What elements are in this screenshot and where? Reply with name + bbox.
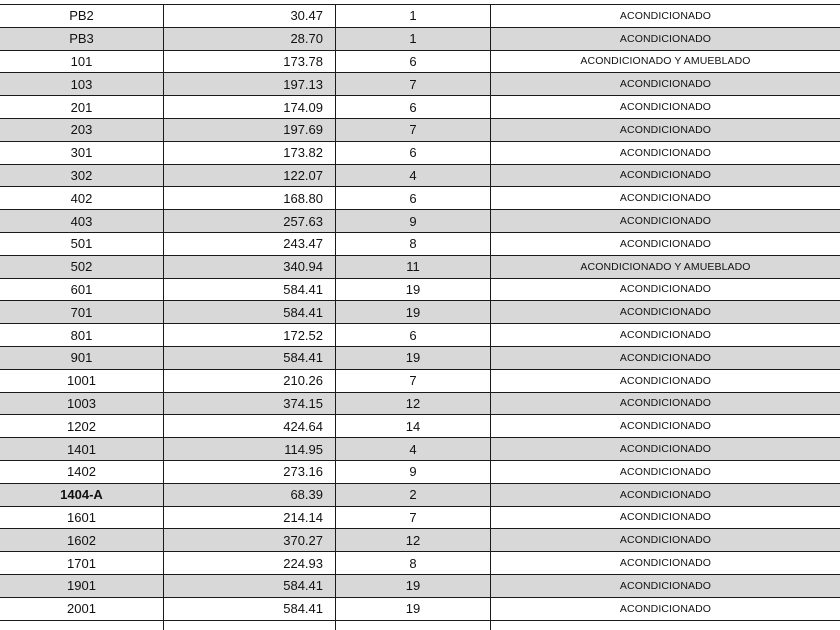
unit-cell: 601: [70, 281, 93, 297]
unit-cell: 901: [70, 350, 93, 366]
count-cell: 8: [335, 233, 490, 255]
count-cell: 9: [335, 210, 490, 232]
area-cell: 197.69: [163, 119, 335, 141]
status-cell: ACONDICIONADO: [490, 301, 840, 323]
count-cell: 11: [335, 256, 490, 278]
table-row: [0, 72, 840, 95]
unit-cell: 402: [70, 190, 93, 206]
table-row: [0, 118, 840, 141]
table-row: [0, 300, 840, 323]
status-cell: ACONDICIONADO: [490, 461, 840, 483]
count-cell: 6: [335, 51, 490, 73]
unit-cell: 101: [70, 53, 93, 69]
unit-cell: 201: [70, 99, 93, 115]
area-cell: 210.26: [163, 370, 335, 392]
status-cell: ACONDICIONADO Y AMUEBLADO: [490, 51, 840, 73]
count-cell: 19: [335, 301, 490, 323]
area-cell: 197.13: [163, 73, 335, 95]
area-cell: 424.64: [163, 415, 335, 437]
table-row: [0, 95, 840, 118]
table-row: [0, 4, 840, 27]
count-cell: 1: [335, 5, 490, 27]
unit-cell: 1402: [67, 464, 96, 480]
unit-cell: 1202: [67, 418, 96, 434]
count-cell: 19: [335, 279, 490, 301]
unit-cell: 1404-A: [60, 487, 103, 503]
area-cell: 374.15: [163, 393, 335, 415]
unit-cell: 501: [70, 236, 93, 252]
table-row: [0, 460, 840, 483]
count-cell: 12: [335, 393, 490, 415]
count-cell: 12: [335, 529, 490, 551]
status-cell: ACONDICIONADO: [490, 575, 840, 597]
area-cell: 584.41: [163, 301, 335, 323]
unit-cell: 1001: [67, 373, 96, 389]
area-cell: 257.63: [163, 210, 335, 232]
count-cell: 7: [335, 119, 490, 141]
status-cell: ACONDICIONADO: [490, 28, 840, 50]
count-cell: 19: [335, 347, 490, 369]
unit-cell: 301: [70, 145, 93, 161]
count-cell: 6: [335, 324, 490, 346]
table-row: [0, 506, 840, 529]
status-cell: ACONDICIONADO: [490, 393, 840, 415]
area-cell: 114.95: [163, 438, 335, 460]
area-cell: 273.16: [163, 461, 335, 483]
unit-cell: 1601: [67, 509, 96, 525]
area-cell: 122.07: [163, 165, 335, 187]
unit-cell: PB2: [69, 8, 94, 24]
status-cell: ACONDICIONADO: [490, 5, 840, 27]
unit-cell: 1602: [67, 532, 96, 548]
table-row: [0, 50, 840, 73]
area-cell: 370.27: [163, 529, 335, 551]
table-row: [0, 483, 840, 506]
table-row: [0, 551, 840, 574]
area-cell: 340.94: [163, 256, 335, 278]
unit-cell: 302: [70, 167, 93, 183]
status-cell: ACONDICIONADO: [490, 438, 840, 460]
area-cell: 30.47: [163, 5, 335, 27]
unit-cell: 403: [70, 213, 93, 229]
table-row: [0, 346, 840, 369]
count-cell: 14: [335, 415, 490, 437]
area-cell: 243.47: [163, 233, 335, 255]
status-cell: ACONDICIONADO: [490, 279, 840, 301]
status-cell: ACONDICIONADO: [490, 507, 840, 529]
table-row: [0, 323, 840, 346]
status-cell: ACONDICIONADO Y AMUEBLADO: [490, 256, 840, 278]
count-cell: 9: [335, 461, 490, 483]
unit-cell: 1401: [67, 441, 96, 457]
table-row: [0, 414, 840, 437]
status-cell: ACONDICIONADO: [490, 73, 840, 95]
area-cell: 172.52: [163, 324, 335, 346]
unit-cell: 701: [70, 304, 93, 320]
clipped-cell: [0, 621, 163, 630]
area-cell: 173.78: [163, 51, 335, 73]
count-cell: 6: [335, 142, 490, 164]
status-cell: ACONDICIONADO: [490, 96, 840, 118]
clipped-cell: [335, 621, 490, 630]
area-cell: 168.80: [163, 187, 335, 209]
table-row: [0, 255, 840, 278]
clipped-cell: [163, 621, 335, 630]
status-cell: ACONDICIONADO: [490, 142, 840, 164]
area-cell: 214.14: [163, 507, 335, 529]
table-row: [0, 141, 840, 164]
table-row: [0, 574, 840, 597]
count-cell: 6: [335, 96, 490, 118]
table-row: [0, 232, 840, 255]
table-row: [0, 209, 840, 232]
count-cell: 7: [335, 73, 490, 95]
table-row: [0, 597, 840, 620]
table-row-clipped: [0, 620, 840, 630]
area-cell: 224.93: [163, 552, 335, 574]
status-cell: ACONDICIONADO: [490, 415, 840, 437]
status-cell: ACONDICIONADO: [490, 165, 840, 187]
unit-cell: 1003: [67, 395, 96, 411]
status-cell: ACONDICIONADO: [490, 484, 840, 506]
unit-cell: 2001: [67, 601, 96, 617]
clipped-cell: [490, 621, 840, 630]
table-row: [0, 437, 840, 460]
area-cell: 584.41: [163, 279, 335, 301]
area-cell: 68.39: [163, 484, 335, 506]
table-row: [0, 27, 840, 50]
status-cell: ACONDICIONADO: [490, 529, 840, 551]
count-cell: 2: [335, 484, 490, 506]
area-cell: 173.82: [163, 142, 335, 164]
status-cell: ACONDICIONADO: [490, 552, 840, 574]
area-cell: 584.41: [163, 575, 335, 597]
status-cell: ACONDICIONADO: [490, 370, 840, 392]
area-cell: 584.41: [163, 347, 335, 369]
unit-cell: PB3: [69, 31, 94, 47]
count-cell: 6: [335, 187, 490, 209]
unit-cell: 203: [70, 122, 93, 138]
unit-cell: 103: [70, 76, 93, 92]
count-cell: 8: [335, 552, 490, 574]
count-cell: 19: [335, 575, 490, 597]
count-cell: 7: [335, 507, 490, 529]
status-cell: ACONDICIONADO: [490, 347, 840, 369]
count-cell: 19: [335, 598, 490, 620]
table-row: [0, 186, 840, 209]
table-row: [0, 528, 840, 551]
count-cell: 4: [335, 165, 490, 187]
table-row: [0, 278, 840, 301]
status-cell: ACONDICIONADO: [490, 187, 840, 209]
area-cell: 584.41: [163, 598, 335, 620]
status-cell: ACONDICIONADO: [490, 233, 840, 255]
count-cell: 7: [335, 370, 490, 392]
area-cell: 174.09: [163, 96, 335, 118]
unit-cell: 502: [70, 259, 93, 275]
status-cell: ACONDICIONADO: [490, 119, 840, 141]
table-row: [0, 369, 840, 392]
count-cell: 4: [335, 438, 490, 460]
table-row: [0, 164, 840, 187]
unit-cell: 801: [70, 327, 93, 343]
status-cell: ACONDICIONADO: [490, 324, 840, 346]
unit-cell: 1901: [67, 578, 96, 594]
unit-cell: 1701: [67, 555, 96, 571]
table-row: [0, 392, 840, 415]
area-cell: 28.70: [163, 28, 335, 50]
status-cell: ACONDICIONADO: [490, 210, 840, 232]
count-cell: 1: [335, 28, 490, 50]
status-cell: ACONDICIONADO: [490, 598, 840, 620]
